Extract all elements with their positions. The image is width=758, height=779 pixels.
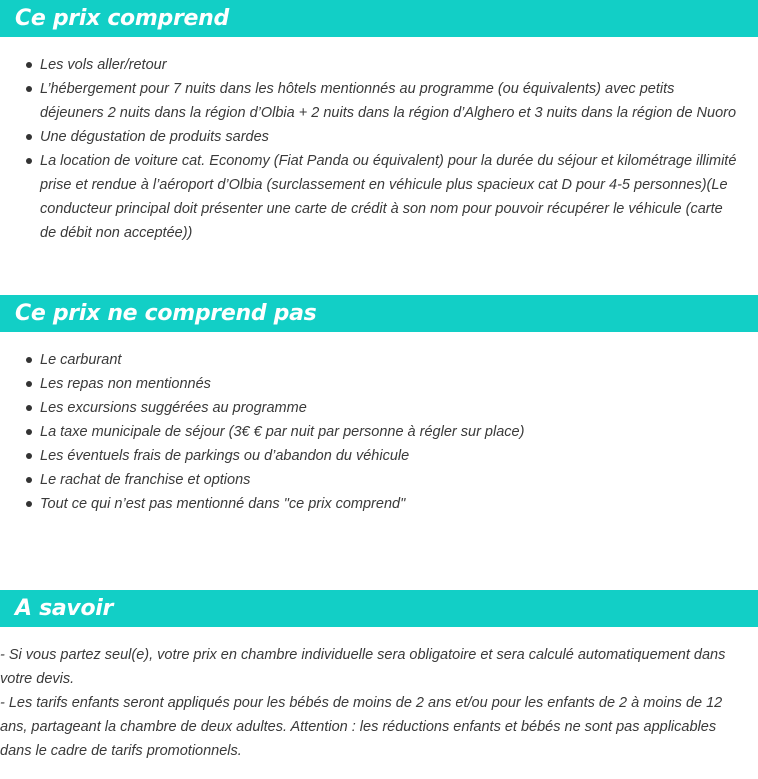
info-paragraph: - Les tarifs enfants seront appliqués pour les bébés de moins de 2 ans et/ou pour les enfants de 2 à moins de 12 ans, partageant la chambre de deux adultes. Attention : les réductions enfants et bébés ne sont pas applicables dans le cadre de tarifs promotionnels. bbox=[0, 695, 723, 759]
list-item: Le rachat de franchise et options bbox=[0, 468, 758, 492]
excludes-title: Ce prix ne comprend pas bbox=[15, 300, 317, 326]
list-item: Les vols aller/retour bbox=[0, 53, 758, 77]
bullet-icon bbox=[26, 405, 32, 411]
info-text bbox=[0, 643, 758, 763]
info-title: A savoir bbox=[15, 595, 114, 621]
list-item: Les excursions suggérées au programme bbox=[0, 396, 758, 420]
bullet-icon bbox=[26, 62, 32, 68]
bullet-icon bbox=[26, 381, 32, 387]
bullet-icon bbox=[26, 477, 32, 483]
list-item: L’hébergement pour 7 nuits dans les hôtels mentionnés au programme (ou équivalents) avec petits déjeuners 2 nuits dans la région d’Olbia + 2 nuits dans la région d’Alghero et 3 nuits dans la région de Nuoro bbox=[0, 77, 758, 125]
list-item: La location de voiture cat. Economy (Fiat Panda ou équivalent) pour la durée du séjour et kilométrage illimité prise et rendue à l’aéroport d’Olbia (surclassement en véhicule plus spacieux cat D pour 4-5 personnes)(Le conducteur principal doit présenter une carte de crédit à son nom pour pouvoir récupérer le véhicule (carte de débit non acceptée)) bbox=[0, 149, 758, 245]
list-item: Tout ce qui n’est pas mentionné dans "ce prix comprend" bbox=[0, 492, 758, 516]
bullet-icon bbox=[26, 429, 32, 435]
info-header bbox=[0, 590, 758, 627]
excludes-header bbox=[0, 295, 758, 332]
info-paragraph: - Si vous partez seul(e), votre prix en chambre individuelle sera obligatoire et sera calculé automatiquement dans votre devis. bbox=[0, 647, 726, 687]
includes-header bbox=[0, 0, 758, 37]
includes-list bbox=[0, 53, 758, 245]
excludes-list bbox=[0, 348, 758, 516]
includes-title: Ce prix comprend bbox=[15, 5, 229, 31]
bullet-icon bbox=[26, 501, 32, 507]
list-item: La taxe municipale de séjour (3€ € par nuit par personne à régler sur place) bbox=[0, 420, 758, 444]
list-item: Les repas non mentionnés bbox=[0, 372, 758, 396]
bullet-icon bbox=[26, 357, 32, 363]
bullet-icon bbox=[26, 134, 32, 140]
list-item: Le carburant bbox=[0, 348, 758, 372]
bullet-icon bbox=[26, 453, 32, 459]
bullet-icon bbox=[26, 86, 32, 92]
list-item: Une dégustation de produits sardes bbox=[0, 125, 758, 149]
list-item: Les éventuels frais de parkings ou d’abandon du véhicule bbox=[0, 444, 758, 468]
bullet-icon bbox=[26, 158, 32, 164]
